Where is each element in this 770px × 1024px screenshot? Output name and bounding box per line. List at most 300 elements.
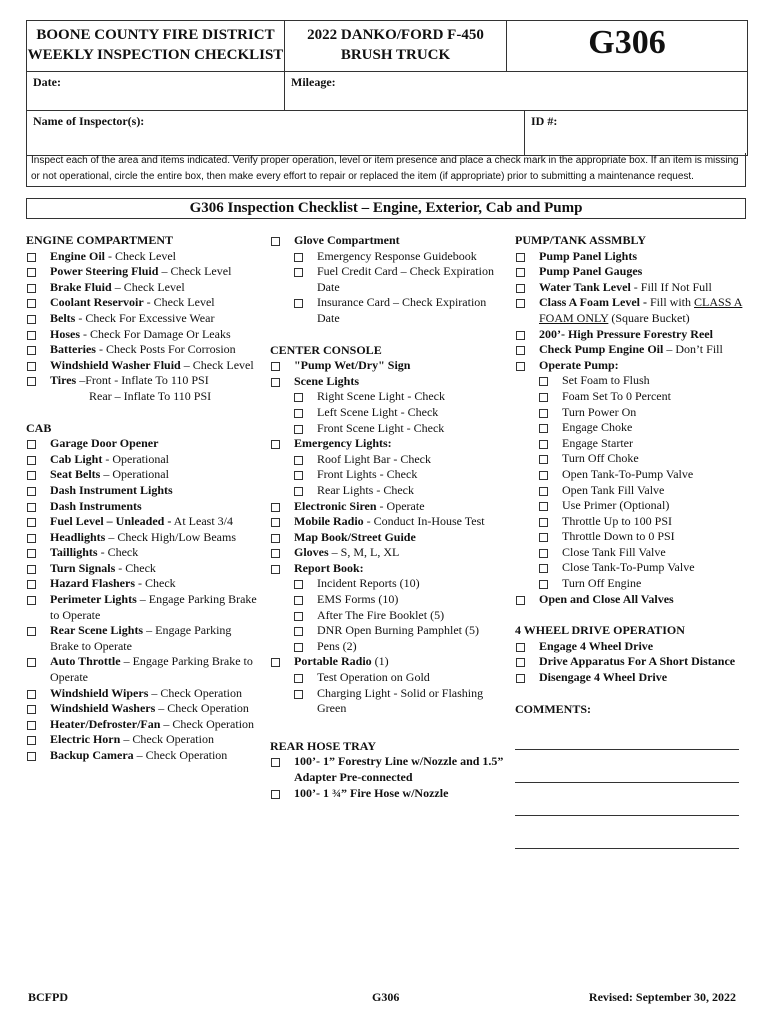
checklist-subitem[interactable] bbox=[515, 420, 747, 436]
checkbox[interactable] bbox=[516, 331, 525, 340]
pump-sign-item[interactable] bbox=[270, 358, 504, 374]
comment-line[interactable] bbox=[515, 847, 739, 849]
checkbox[interactable] bbox=[516, 346, 525, 355]
checkbox[interactable] bbox=[27, 721, 36, 730]
checkbox[interactable] bbox=[294, 627, 303, 636]
mobile-radio-item[interactable] bbox=[270, 514, 504, 530]
subitem-label: Turn Power On bbox=[562, 404, 637, 419]
checkbox[interactable] bbox=[516, 643, 525, 652]
checkbox[interactable] bbox=[27, 658, 36, 667]
item-detail: –Front - Inflate To 110 PSI bbox=[76, 373, 209, 388]
checkbox[interactable] bbox=[271, 440, 280, 449]
checklist-item[interactable] bbox=[515, 670, 747, 686]
checklist-item[interactable] bbox=[26, 342, 258, 358]
checkbox[interactable] bbox=[516, 253, 525, 262]
item-detail: – Check Operation bbox=[120, 732, 214, 747]
glove-compartment-item[interactable] bbox=[270, 233, 504, 249]
checklist-subitem[interactable] bbox=[515, 373, 747, 389]
checklist-item[interactable] bbox=[26, 592, 258, 623]
checklist-subitem[interactable] bbox=[515, 545, 747, 561]
checklist-subitem[interactable] bbox=[270, 623, 504, 639]
checkbox[interactable] bbox=[27, 284, 36, 293]
checkbox[interactable] bbox=[294, 690, 303, 699]
item-detail: - Check bbox=[97, 545, 139, 560]
checklist-item[interactable] bbox=[26, 545, 258, 561]
panel-lights-item[interactable] bbox=[515, 249, 747, 265]
subitem-label: After The Fire Booklet (5) bbox=[317, 607, 445, 622]
item-label: Engine Oil bbox=[50, 248, 106, 263]
checkbox[interactable] bbox=[27, 362, 36, 371]
checkbox[interactable] bbox=[539, 580, 548, 589]
checkbox[interactable] bbox=[27, 580, 36, 589]
checklist-subitem[interactable] bbox=[270, 452, 504, 468]
item-label: Taillights bbox=[50, 545, 98, 560]
scene-lights-item[interactable] bbox=[270, 374, 504, 390]
item-label: Electric Horn bbox=[50, 732, 121, 747]
checklist-item[interactable] bbox=[26, 701, 258, 717]
rear-hose-heading: REAR HOSE TRAY bbox=[270, 738, 377, 753]
checklist-subitem[interactable] bbox=[515, 576, 747, 592]
item-detail: - Fill If Not Full bbox=[630, 279, 712, 294]
checkbox[interactable] bbox=[539, 377, 548, 386]
checkbox[interactable] bbox=[271, 565, 280, 574]
item-label: Water Tank Level bbox=[539, 279, 631, 294]
checkbox[interactable] bbox=[27, 268, 36, 277]
valves-item[interactable] bbox=[515, 592, 747, 608]
checkbox[interactable] bbox=[516, 596, 525, 605]
checklist-item[interactable] bbox=[515, 654, 747, 670]
portable-radio-item[interactable] bbox=[270, 654, 504, 670]
header-table bbox=[26, 20, 748, 156]
column-console bbox=[270, 233, 504, 801]
checklist-item[interactable] bbox=[515, 639, 747, 655]
item-detail: – S, M, L, XL bbox=[328, 545, 400, 560]
item-label: Glove Compartment bbox=[294, 233, 400, 247]
footer-center: G306 bbox=[372, 990, 400, 1004]
item-label: Power Steering Fluid bbox=[50, 264, 159, 279]
checkbox[interactable] bbox=[27, 690, 36, 699]
checkbox[interactable] bbox=[27, 752, 36, 761]
item-label: Heater/Defroster/Fan bbox=[50, 716, 161, 731]
checklist-item[interactable] bbox=[26, 452, 258, 468]
report-book-item[interactable] bbox=[270, 561, 504, 577]
checklist-item[interactable] bbox=[26, 436, 258, 452]
checklist-subitem[interactable] bbox=[270, 389, 504, 405]
checkbox[interactable] bbox=[27, 315, 36, 324]
checklist-item[interactable] bbox=[26, 467, 258, 483]
item-detail: – Check Level bbox=[180, 357, 254, 372]
checklist-subitem[interactable] bbox=[515, 560, 747, 576]
item-label: Headlights bbox=[50, 529, 106, 544]
checkbox[interactable] bbox=[27, 627, 36, 636]
item-label: Gloves bbox=[294, 545, 329, 560]
checkbox[interactable] bbox=[27, 518, 36, 527]
checkbox[interactable] bbox=[516, 362, 525, 371]
header-inspector-row bbox=[27, 111, 747, 155]
checklist-subitem[interactable] bbox=[515, 529, 747, 545]
footer-left: BCFPD bbox=[28, 990, 68, 1004]
subitem-label: Front Lights - Check bbox=[317, 467, 418, 482]
item-detail: – Check Operation bbox=[133, 748, 228, 762]
checkbox[interactable] bbox=[27, 377, 36, 386]
item-label: Rear Scene Lights bbox=[50, 623, 144, 638]
comments-label: COMMENTS: bbox=[515, 701, 591, 716]
item-detail: - Check bbox=[135, 576, 176, 591]
org-line-1: BOONE COUNTY FIRE DISTRICT bbox=[36, 27, 275, 43]
checklist-subitem[interactable] bbox=[270, 421, 504, 437]
checkbox[interactable] bbox=[271, 534, 280, 543]
checkbox[interactable] bbox=[27, 253, 36, 262]
checkbox[interactable] bbox=[27, 534, 36, 543]
subitem-label: Turn Off Engine bbox=[562, 576, 642, 591]
checklist-item[interactable] bbox=[26, 623, 258, 654]
checkbox[interactable] bbox=[294, 268, 303, 277]
subitem-label: Right Scene Light - Check bbox=[317, 389, 445, 404]
checkbox[interactable] bbox=[516, 299, 525, 308]
checklist-item[interactable] bbox=[26, 561, 258, 577]
subitem-label: Foam Set To 0 Percent bbox=[562, 388, 671, 403]
gloves-item[interactable] bbox=[270, 545, 504, 561]
checklist-subitem[interactable] bbox=[270, 405, 504, 421]
checklist-item[interactable] bbox=[26, 358, 258, 374]
emergency-subitems bbox=[270, 452, 504, 499]
checkbox[interactable] bbox=[271, 237, 280, 246]
item-detail: (Square Bucket) bbox=[608, 310, 690, 325]
item-label: Emergency Lights: bbox=[294, 436, 392, 451]
engine-list bbox=[26, 249, 258, 389]
siren-item[interactable] bbox=[270, 499, 504, 515]
checkbox[interactable] bbox=[27, 596, 36, 605]
checklist-subitem[interactable] bbox=[270, 608, 504, 624]
checklist-subitem[interactable] bbox=[515, 498, 747, 514]
checkbox[interactable] bbox=[27, 299, 36, 308]
item-label: Cab Light bbox=[50, 451, 103, 466]
checklist-item[interactable] bbox=[26, 483, 258, 499]
subitem-label: Rear Lights - Check bbox=[317, 482, 414, 497]
center-console-heading: CENTER CONSOLE bbox=[270, 342, 382, 357]
fwd-list bbox=[515, 639, 747, 686]
checkbox[interactable] bbox=[294, 580, 303, 589]
subitem-label: Open Tank-To-Pump Valve bbox=[562, 466, 694, 481]
item-label: Coolant Reservoir bbox=[50, 295, 144, 310]
item-label: Open and Close All Valves bbox=[539, 591, 674, 606]
item-label: Tires bbox=[50, 373, 77, 388]
checkbox[interactable] bbox=[27, 736, 36, 745]
item-detail: - Operational bbox=[102, 451, 169, 466]
vehicle-line-1: 2022 DANKO/FORD F-450 bbox=[307, 27, 484, 43]
subitem-label: Use Primer (Optional) bbox=[562, 498, 670, 513]
item-label: Windshield Washers bbox=[50, 701, 156, 716]
subitem-label: Close Tank-To-Pump Valve bbox=[562, 560, 695, 575]
checklist-subitem[interactable] bbox=[270, 686, 504, 717]
item-label: Turn Signals bbox=[50, 560, 116, 575]
subitem-label: Set Foam to Flush bbox=[562, 373, 650, 388]
item-detail: Fill with bbox=[647, 295, 695, 310]
checklist-subitem[interactable] bbox=[270, 249, 504, 265]
item-label: 100’- 1” Forestry Line w/Nozzle and 1.5” Adapter Pre-connected bbox=[294, 754, 504, 784]
checkbox[interactable] bbox=[27, 549, 36, 558]
checkbox[interactable] bbox=[294, 393, 303, 402]
checkbox[interactable] bbox=[27, 440, 36, 449]
item-label: 200’- High Pressure Forestry Reel bbox=[539, 326, 713, 341]
subitem-label: Engage Choke bbox=[562, 420, 633, 435]
inspector-field[interactable]: Name of Inspector(s): bbox=[27, 111, 525, 155]
item-label: Report Book: bbox=[294, 560, 364, 575]
item-label: Check Pump Engine Oil bbox=[539, 342, 664, 357]
checkbox[interactable] bbox=[516, 658, 525, 667]
vehicle-title bbox=[285, 21, 507, 71]
checkbox[interactable] bbox=[539, 409, 548, 418]
subitem-label: Turn Off Choke bbox=[562, 451, 639, 466]
checklist-subitem[interactable] bbox=[270, 295, 504, 326]
checklist-item[interactable] bbox=[26, 499, 258, 515]
pump-heading: PUMP/TANK ASSMBLY bbox=[515, 233, 647, 247]
item-label: Engage 4 Wheel Drive bbox=[539, 638, 654, 653]
portable-subitems bbox=[270, 670, 504, 717]
checkbox[interactable] bbox=[27, 487, 36, 496]
checkbox[interactable] bbox=[271, 549, 280, 558]
forestry-reel-item[interactable] bbox=[515, 327, 747, 343]
item-detail: – Engage Parking Brake to Operate bbox=[50, 654, 253, 685]
date-field[interactable]: Date: bbox=[27, 72, 285, 110]
checklist-item[interactable] bbox=[26, 576, 258, 592]
emergency-lights-item[interactable] bbox=[270, 436, 504, 452]
checklist-subitem[interactable] bbox=[515, 389, 747, 405]
checkbox[interactable] bbox=[516, 284, 525, 293]
engine-heading: ENGINE COMPARTMENT bbox=[26, 233, 174, 247]
checklist-subitem[interactable] bbox=[515, 405, 747, 421]
subitem-label: Left Scene Light - Check bbox=[317, 404, 439, 419]
item-label: Operate Pump: bbox=[539, 357, 619, 372]
item-detail: - Operate bbox=[376, 498, 425, 513]
item-detail: At Least 3/4 bbox=[171, 514, 233, 529]
footer-right: Revised: September 30, 2022 bbox=[588, 990, 736, 1004]
checkbox[interactable] bbox=[539, 471, 548, 480]
item-detail: – Check High/Low Beams bbox=[105, 529, 236, 544]
checklist-item[interactable] bbox=[26, 748, 258, 764]
item-detail: – Check Operation bbox=[148, 685, 243, 700]
operate-subitems bbox=[515, 373, 747, 591]
item-label: Drive Apparatus For A Short Distance bbox=[539, 654, 736, 669]
item-detail: - Check Level bbox=[105, 248, 176, 263]
item-detail: – Engage Parking Brake to Operate bbox=[50, 623, 232, 653]
checklist-item[interactable] bbox=[270, 786, 504, 802]
checkbox[interactable] bbox=[294, 299, 303, 308]
subitem-label: Throttle Down to 0 PSI bbox=[562, 529, 675, 544]
item-label: Pump Panel Gauges bbox=[539, 264, 643, 279]
comment-line[interactable] bbox=[515, 814, 739, 816]
checkbox[interactable] bbox=[539, 440, 548, 449]
item-detail: - Check For Excessive Wear bbox=[75, 310, 215, 325]
item-detail: – Check Level bbox=[158, 264, 232, 279]
checklist-item[interactable] bbox=[26, 249, 258, 265]
org-title bbox=[27, 21, 285, 71]
report-subitems bbox=[270, 576, 504, 654]
checkbox[interactable] bbox=[271, 518, 280, 527]
checklist-subitem[interactable] bbox=[270, 670, 504, 686]
item-label: Hoses bbox=[50, 326, 80, 341]
checklist-item[interactable] bbox=[26, 280, 258, 296]
checklist-subitem[interactable] bbox=[515, 483, 747, 499]
item-label: Portable Radio bbox=[294, 654, 372, 669]
subitem-label: EMS Forms (10) bbox=[317, 592, 399, 607]
item-label: Auto Throttle bbox=[50, 654, 121, 669]
operate-pump-item[interactable] bbox=[515, 358, 747, 374]
checkbox[interactable] bbox=[516, 674, 525, 683]
item-label: Disengage 4 Wheel Drive bbox=[539, 670, 668, 685]
mileage-field[interactable]: Mileage: bbox=[291, 75, 336, 89]
subitem-label: Throttle Up to 100 PSI bbox=[562, 513, 672, 528]
checklist-subitem[interactable] bbox=[270, 483, 504, 499]
checklist-subitem[interactable] bbox=[515, 436, 747, 452]
checklist-subitem[interactable] bbox=[270, 264, 504, 295]
checkbox[interactable] bbox=[294, 643, 303, 652]
pump-engine-oil-item[interactable] bbox=[515, 342, 747, 358]
checkbox[interactable] bbox=[294, 456, 303, 465]
checklist-subitem[interactable] bbox=[515, 467, 747, 483]
panel-gauges-item[interactable] bbox=[515, 264, 747, 280]
checkbox[interactable] bbox=[271, 758, 280, 767]
checkbox[interactable] bbox=[539, 564, 548, 573]
checkbox[interactable] bbox=[294, 674, 303, 683]
checklist-subitem[interactable] bbox=[515, 514, 747, 530]
checkbox[interactable] bbox=[271, 378, 280, 387]
header-date-row bbox=[27, 72, 747, 111]
item-detail: - Check bbox=[115, 560, 156, 575]
glove-subitems bbox=[270, 249, 504, 327]
fwd-heading: 4 WHEEL DRIVE OPERATION bbox=[515, 623, 685, 638]
item-label: Hazard Flashers bbox=[50, 576, 135, 591]
checkbox[interactable] bbox=[27, 705, 36, 714]
section-title: G306 Inspection Checklist – Engine, Exterior, Cab and Pump bbox=[26, 198, 746, 219]
checkbox[interactable] bbox=[294, 471, 303, 480]
checklist-item[interactable] bbox=[26, 514, 258, 530]
checkbox[interactable] bbox=[294, 425, 303, 434]
item-detail-underlined: CLASS A FOAM ONLY bbox=[539, 295, 743, 325]
checkbox[interactable] bbox=[516, 268, 525, 277]
item-detail: – Don’t Fill bbox=[663, 342, 723, 357]
item-label: Dash Instruments bbox=[50, 498, 142, 513]
checkbox[interactable] bbox=[539, 455, 548, 464]
item-label: Perimeter Lights bbox=[50, 592, 137, 607]
item-detail: – Check Operation bbox=[155, 701, 249, 716]
checklist-item[interactable] bbox=[270, 754, 504, 785]
item-detail: – Operational bbox=[100, 467, 169, 482]
subitem-label: DNR Open Burning Pamphlet (5) bbox=[317, 623, 479, 638]
checkbox[interactable] bbox=[539, 518, 548, 527]
checklist-item[interactable] bbox=[26, 327, 258, 343]
checklist-item[interactable] bbox=[26, 732, 258, 748]
checklist-item[interactable] bbox=[26, 264, 258, 280]
subitem-label: Roof Light Bar - Check bbox=[317, 451, 431, 466]
checklist-subitem[interactable] bbox=[270, 576, 504, 592]
item-detail: – Engage Parking Brake to Operate bbox=[50, 592, 257, 622]
checkbox[interactable] bbox=[539, 487, 548, 496]
checkbox[interactable] bbox=[27, 503, 36, 512]
comment-line[interactable] bbox=[515, 748, 739, 750]
item-label: "Pump Wet/Dry" Sign bbox=[294, 358, 411, 373]
subitem-label: Front Scene Light - Check bbox=[317, 420, 445, 435]
checkbox[interactable] bbox=[271, 790, 280, 799]
item-label: Brake Fluid bbox=[50, 279, 112, 294]
checkbox[interactable] bbox=[539, 502, 548, 511]
checkbox[interactable] bbox=[294, 409, 303, 418]
checkbox[interactable] bbox=[271, 503, 280, 512]
item-label: Garage Door Opener bbox=[50, 436, 159, 451]
checklist-subitem[interactable] bbox=[515, 451, 747, 467]
subitem-label: Emergency Response Guidebook bbox=[317, 248, 477, 263]
id-field[interactable]: ID #: bbox=[531, 114, 558, 128]
item-label: Dash Instrument Lights bbox=[50, 482, 173, 497]
checklist-item[interactable] bbox=[26, 530, 258, 546]
item-label: Batteries bbox=[50, 342, 96, 357]
item-detail: - Check For Damage Or Leaks bbox=[80, 326, 231, 341]
item-label: Seat Belts bbox=[50, 467, 101, 482]
subitem-label: Engage Starter bbox=[562, 435, 633, 450]
item-detail: - Conduct In-House Test bbox=[363, 514, 485, 529]
header-title-row bbox=[27, 21, 747, 72]
checklist-item[interactable] bbox=[26, 686, 258, 702]
checkbox[interactable] bbox=[294, 596, 303, 605]
checkbox[interactable] bbox=[27, 565, 36, 574]
checkbox[interactable] bbox=[27, 331, 36, 340]
checkbox[interactable] bbox=[271, 658, 280, 667]
item-label: Mobile Radio bbox=[294, 514, 364, 529]
checkbox[interactable] bbox=[27, 456, 36, 465]
checklist-subitem[interactable] bbox=[270, 467, 504, 483]
subitem-label: Incident Reports (10) bbox=[317, 576, 420, 591]
foam-level-item[interactable] bbox=[515, 295, 747, 326]
checkbox[interactable] bbox=[294, 487, 303, 496]
comment-line[interactable] bbox=[515, 781, 739, 783]
checkbox[interactable] bbox=[27, 346, 36, 355]
item-label: Scene Lights bbox=[294, 373, 360, 388]
checkbox[interactable] bbox=[271, 362, 280, 371]
subitem-label: Test Operation on Gold bbox=[317, 670, 430, 685]
water-tank-item[interactable] bbox=[515, 280, 747, 296]
checkbox[interactable] bbox=[294, 612, 303, 621]
subitem-label: Pens (2) bbox=[317, 638, 357, 653]
scene-subitems bbox=[270, 389, 504, 436]
checkbox[interactable] bbox=[539, 393, 548, 402]
checkbox[interactable] bbox=[539, 549, 548, 558]
checklist-item[interactable] bbox=[26, 295, 258, 311]
checklist-subitem[interactable] bbox=[270, 639, 504, 655]
unit-number: G306 bbox=[588, 24, 666, 61]
checkbox[interactable] bbox=[539, 424, 548, 433]
item-detail: – Check Level bbox=[111, 279, 185, 294]
checklist-item[interactable] bbox=[26, 717, 258, 733]
map-book-item[interactable] bbox=[270, 530, 504, 546]
checklist-item[interactable] bbox=[26, 373, 258, 389]
checkbox[interactable] bbox=[539, 533, 548, 542]
item-label: Fuel Level – Unleaded - bbox=[50, 514, 172, 529]
checklist-item[interactable] bbox=[26, 311, 258, 327]
cab-list bbox=[26, 436, 258, 763]
item-label: Electronic Siren bbox=[294, 498, 377, 513]
item-detail: (1) bbox=[371, 654, 389, 669]
item-detail: - Check Level bbox=[143, 295, 215, 310]
checklist-subitem[interactable] bbox=[270, 592, 504, 608]
checkbox[interactable] bbox=[294, 253, 303, 262]
rear-hose-list bbox=[270, 754, 504, 801]
subitem-label: Fuel Credit Card – Check Expiration Date bbox=[317, 264, 494, 294]
item-label: Windshield Wipers bbox=[50, 685, 149, 700]
org-line-2: WEEKLY INSPECTION CHECKLIST bbox=[27, 47, 284, 63]
checkbox[interactable] bbox=[27, 471, 36, 480]
checklist-item[interactable] bbox=[26, 654, 258, 685]
item-detail: - Check Posts For Corrosion bbox=[95, 342, 236, 357]
